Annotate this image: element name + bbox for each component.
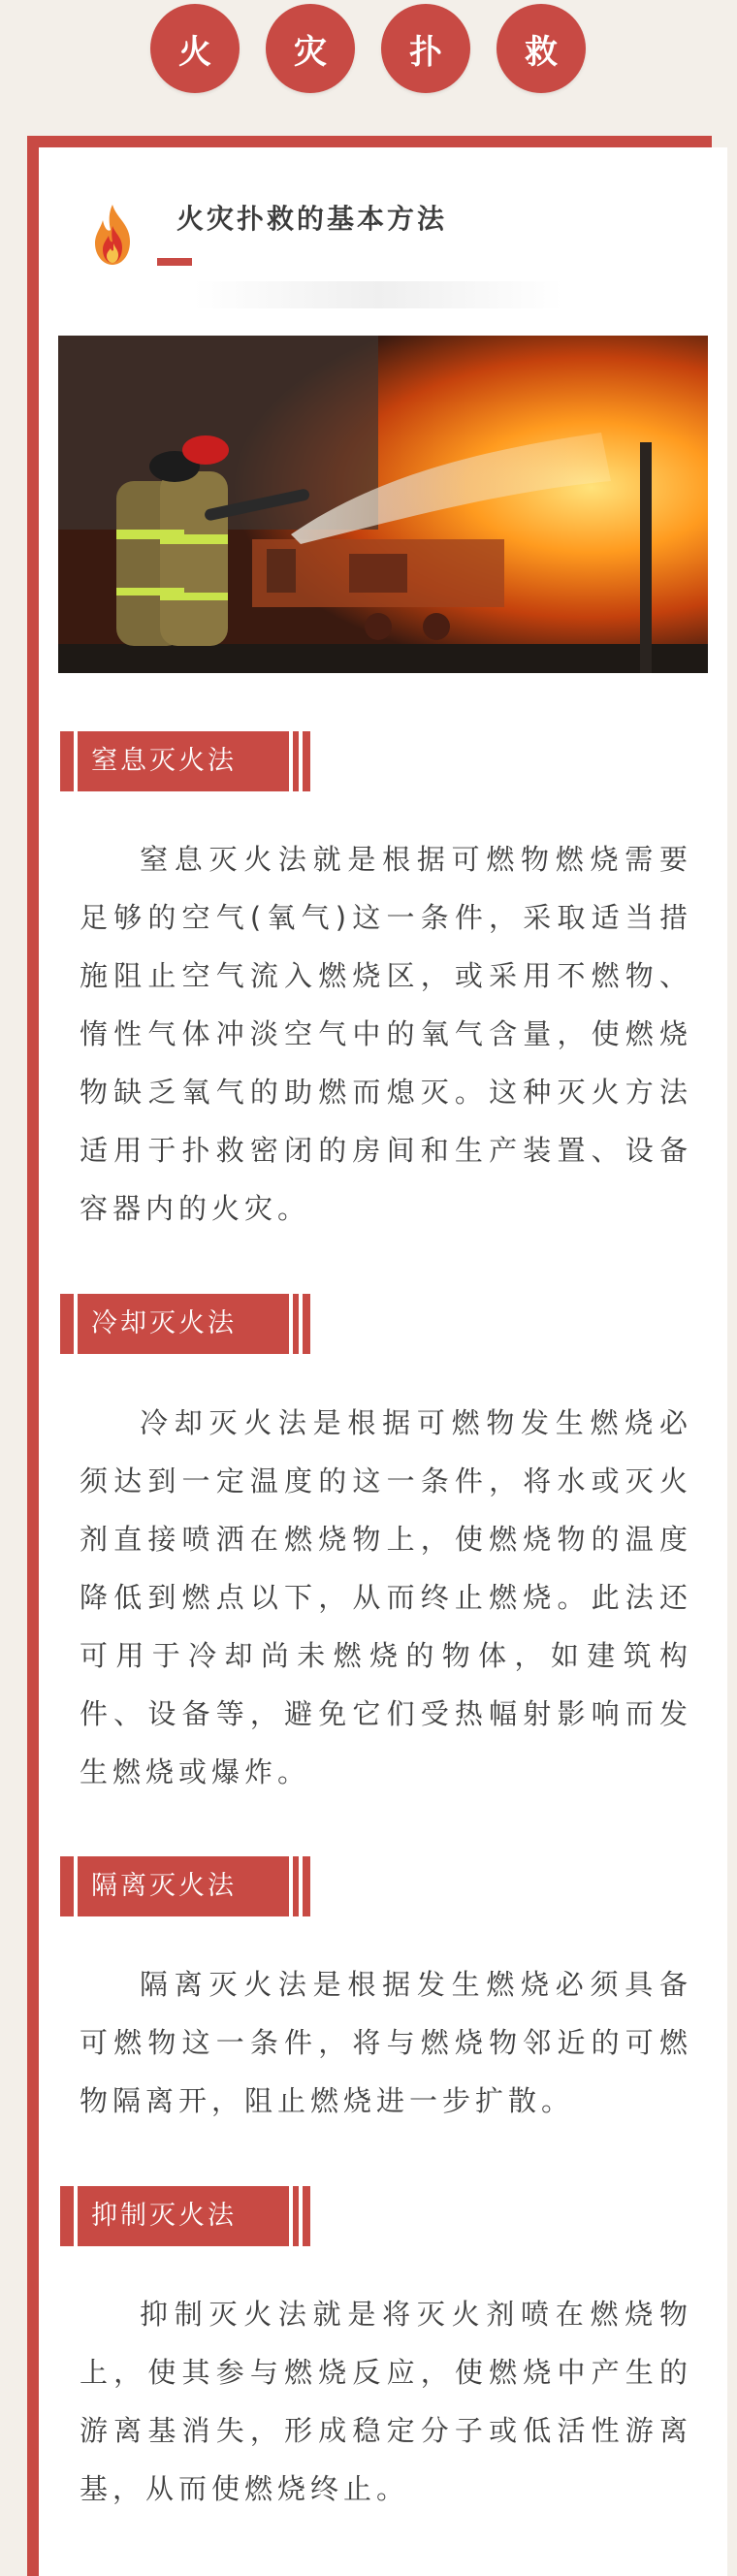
method-title: 冷却灭火法 [91,1308,237,1338]
method-title: 抑制灭火法 [91,2201,237,2231]
flame-icon [83,201,142,269]
method-tag [60,1856,310,1916]
method-title: 窒息灭火法 [91,746,237,776]
decorative-shadow [194,281,562,308]
method-tag [60,2186,310,2246]
firefighters-photo [58,336,708,673]
title-char-badge: 扑 [381,4,470,93]
title-badges [0,0,737,97]
title-char-badge: 火 [150,4,240,93]
method-paragraph: 冷却灭火法是根据可燃物发生燃烧必须达到一定温度的这一条件，将水或灭火剂直接喷洒在燃烧物上，使燃烧物的温度降低到燃点以下，从而终止燃烧。此法还可用于冷却尚未燃烧的物体，如建筑构件、设备等，避免它们受热幅射影响而发生燃烧或爆炸。 [80,1406,692,1788]
title-char-badge: 救 [497,4,586,93]
method-tag [60,1294,310,1354]
frame-top-border [27,136,712,147]
method-title: 隔离灭火法 [91,1871,237,1901]
method-paragraph: 窒息灭火法就是根据可燃物燃烧需要足够的空气(氧气)这一条件，采取适当措施阻止空气流入燃烧区，或采用不燃物、惰性气体冲淡空气中的氧气含量，使燃烧物缺乏氧气的助燃而熄灭。这种灭火方法适用于扑救密闭的房间和生产装置、设备容器内的火灾。 [80,843,692,1225]
method-tag [60,731,310,791]
article-card [39,147,727,2576]
title-char-badge: 灾 [266,4,355,93]
method-paragraph: 抑制灭火法就是将灭火剂喷在燃烧物上，使其参与燃烧反应，使燃烧中产生的游离基消失，形成稳定分子或低活性游离基，从而使燃烧终止。 [80,2298,692,2505]
frame-left-border [27,136,39,2576]
section-title: 火灾扑救的基本方法 [176,203,448,235]
method-paragraph: 隔离灭火法是根据发生燃烧必须具备可燃物这一条件，将与燃烧物邻近的可燃物隔离开，阻止燃烧进一步扩散。 [80,1968,692,2117]
title-underline [157,258,192,266]
